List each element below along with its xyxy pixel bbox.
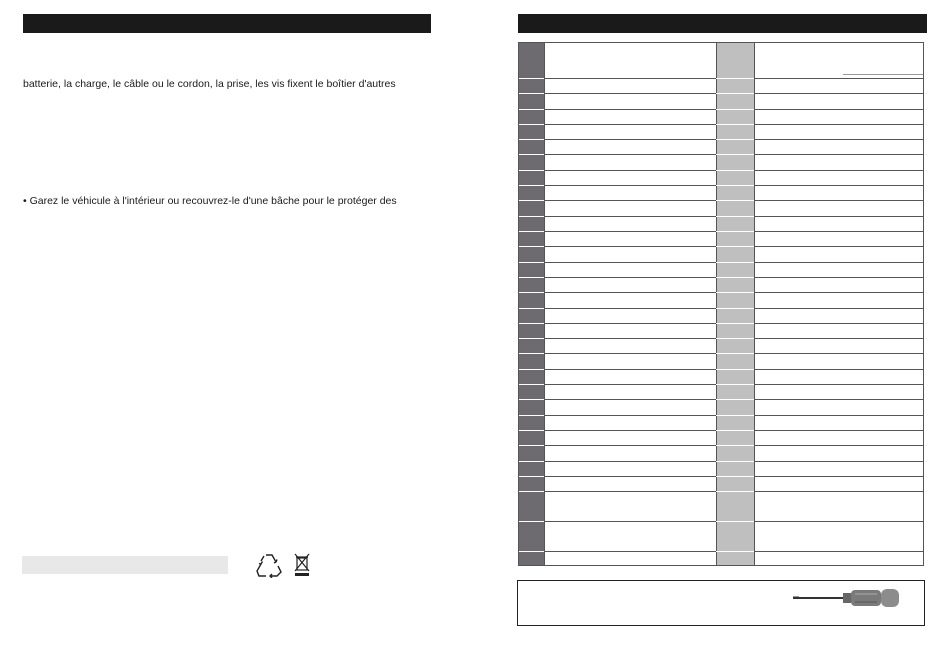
table-row-line [716, 491, 754, 492]
table-row-line [716, 109, 754, 110]
table-row-line [716, 445, 754, 446]
table-row-line [519, 461, 544, 462]
table-row-line [519, 170, 544, 171]
table-row-line [716, 78, 754, 79]
table-row-line [519, 384, 544, 385]
table-row-line [519, 78, 544, 79]
table-row-line [519, 200, 544, 201]
table-row-line [519, 185, 544, 186]
table-row-line [519, 521, 544, 522]
table-row-line [519, 491, 544, 492]
table-row-line [716, 154, 754, 155]
table-row-line [519, 109, 544, 110]
table-row-line [716, 338, 754, 339]
note-box [517, 580, 925, 626]
table-row-line [519, 246, 544, 247]
table-row-line [519, 445, 544, 446]
table-row-line [716, 323, 754, 324]
table-row-line [519, 323, 544, 324]
table-row-line [716, 308, 754, 309]
table-row-line [519, 277, 544, 278]
table-row-line [716, 292, 754, 293]
table-row-line [519, 93, 544, 94]
table-row-line [716, 216, 754, 217]
table-row-line [716, 262, 754, 263]
screwdriver-icon [791, 587, 903, 609]
table-row-line [716, 476, 754, 477]
table-row-line [519, 476, 544, 477]
table-row-line [716, 124, 754, 125]
table-row-line [519, 369, 544, 370]
table-row-line [716, 231, 754, 232]
table-row-line [716, 277, 754, 278]
left-text-line-2: • Garez le véhicule à l'intérieur ou recouvrez-le d'une bâche pour le protéger des [23, 195, 397, 207]
table-row-line [716, 185, 754, 186]
table-row-line [519, 338, 544, 339]
table-row-line [519, 415, 544, 416]
table-row-line [519, 308, 544, 309]
table-row-line [519, 139, 544, 140]
table-row-line [519, 154, 544, 155]
table-gray-column [716, 43, 754, 565]
table-vline [544, 43, 545, 565]
table-dark-column [519, 43, 544, 565]
table-row-line [716, 353, 754, 354]
table-row-line [519, 262, 544, 263]
table-row-line [519, 399, 544, 400]
table-row-line [716, 399, 754, 400]
table-row-line [716, 170, 754, 171]
table-vline [716, 43, 717, 565]
table-row-line [519, 231, 544, 232]
left-text-line-1: batterie, la charge, le câble ou le cordon, la prise, les vis fixent le boîtier d'autres [23, 78, 396, 90]
table-row-line [716, 139, 754, 140]
table-row-line [716, 521, 754, 522]
table-row-line [716, 93, 754, 94]
left-gray-box [22, 556, 228, 574]
table-row-line [716, 246, 754, 247]
right-header-bar [518, 14, 927, 33]
left-header-bar [23, 14, 431, 33]
table-row-line [716, 415, 754, 416]
recycle-icon [255, 552, 283, 578]
table-row-line [716, 384, 754, 385]
table-row-line [716, 461, 754, 462]
table-row-line [519, 353, 544, 354]
table-row-line [519, 124, 544, 125]
parts-table [518, 42, 924, 566]
table-row-line [716, 430, 754, 431]
table-row-line [519, 292, 544, 293]
table-header-underline [843, 74, 923, 75]
table-row-line [519, 551, 544, 552]
table-row-line [716, 200, 754, 201]
table-row-line [716, 551, 754, 552]
table-vline [754, 43, 755, 565]
table-row-line [519, 430, 544, 431]
crossed-bin-icon [293, 552, 311, 578]
table-row-line [716, 369, 754, 370]
table-row-line [519, 216, 544, 217]
